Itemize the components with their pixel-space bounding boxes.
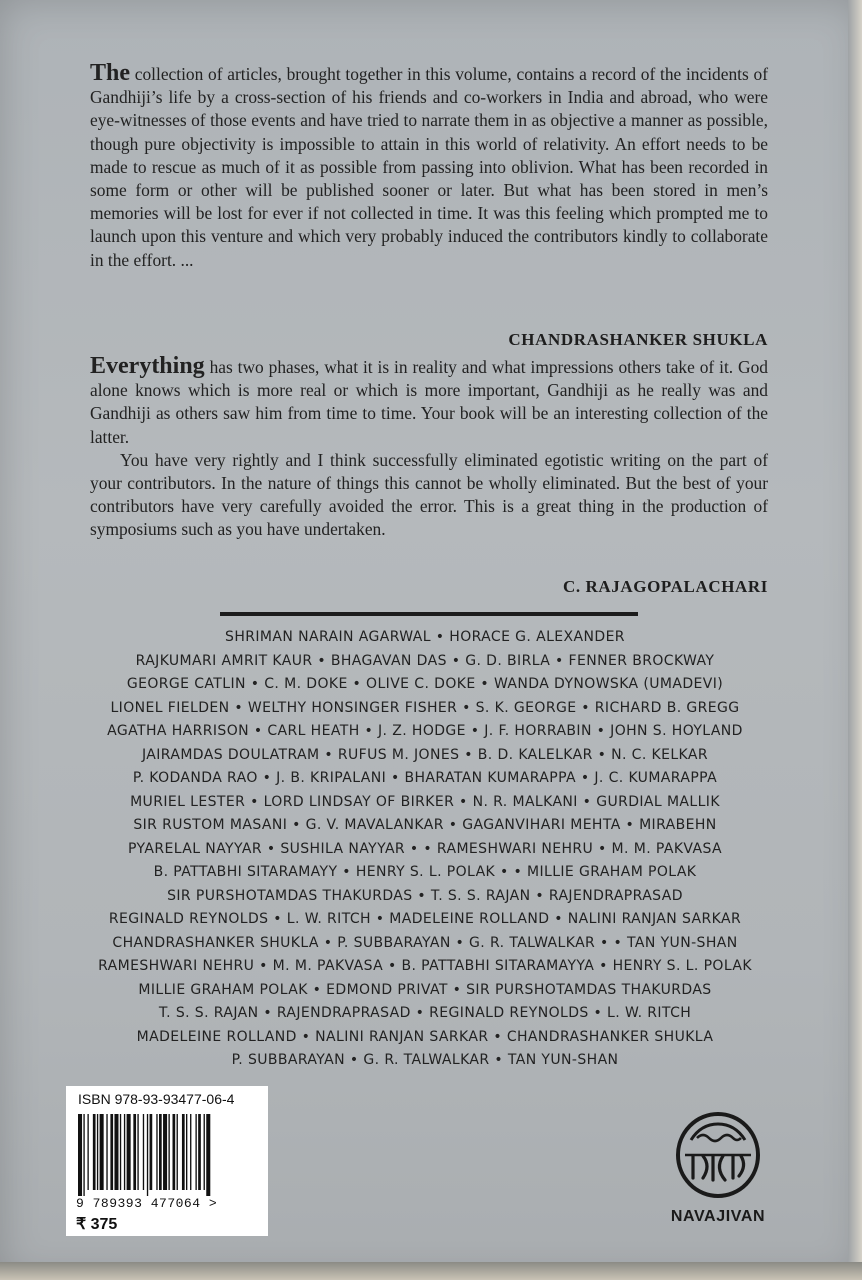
signature-shukla: CHANDRASHANKER SHUKLA (508, 330, 768, 349)
contributors-line: SIR PURSHOTAMDAS THAKURDAS • T. S. S. RAJAN • RAJENDRAPRASAD (167, 887, 683, 904)
contributors-line: AGATHA HARRISON • CARL HEATH • J. Z. HODGE • J. F. HORRABIN • JOHN S. HOYLAND (107, 723, 743, 739)
contributors-line: SIR RUSTOM MASANI • G. V. MAVALANKAR • GAGANVIHARI MEHTA • MIRABEHN (133, 817, 717, 833)
blurb-rajagopalachari (90, 355, 768, 542)
blurb-text: has two phases, what it is in reality and what impressions others take of it. God alone knows which is more real or which is more important, Gandhiji as he really was and Gandhiji as others saw him from time to time. Your book will be an interesting collection of the latter. (90, 357, 768, 447)
blurb-shukla (90, 62, 768, 272)
contributors-line: T. S. S. RAJAN • RAJENDRAPRASAD • REGINALD REYNOLDS • L. W. RITCH (158, 1005, 692, 1021)
price: ₹ 375 (76, 1216, 118, 1233)
contributors-line: PYARELAL NAYYAR • SUSHILA NAYYAR • • RAMESHWARI NEHRU • M. M. PAKVASA (128, 840, 722, 857)
contributors-line: MADELEINE ROLLAND • NALINI RANJAN SARKAR • CHANDRASHANKER SHUKLA (136, 1028, 714, 1045)
blurb-text: collection of articles, brought together in this volume, contains a record of the incidents of Gandhiji’s life by a cross-section of his friends and co-workers in India and abroad, who were eye-witnesses of those events and have tried to narrate them in as objective a manner as possible, though pure objectivity is impossible to attain in this world of relativity. An effort needs to be made to rescue as much of it as possible from passing into oblivion. What has been recorded in some form or other will be published sooner or later. But what has been stored in men’s memories will be lost for ever if not collected in time. It was this feeling which prompted me to launch upon this venture and which very probably induced the contributors kindly to collaborate in the effort. ... (90, 64, 768, 270)
isbn-label: ISBN 978-93-93477-06-4 (78, 1091, 235, 1107)
contributors-list (60, 626, 790, 1073)
publisher-name: NAVAJIVAN (670, 1208, 766, 1225)
contributors-line: JAIRAMDAS DOULATRAM • RUFUS M. JONES • B. D. KALELKAR • N. C. KELKAR (142, 746, 708, 763)
signature-rajagopalachari: C. RAJAGOPALACHARI (562, 577, 768, 596)
contributors-line: CHANDRASHANKER SHUKLA • P. SUBBARAYAN • G. R. TALWALKAR • • TAN YUN-SHAN (112, 934, 738, 951)
contributors-line: SHRIMAN NARAIN AGARWAL • HORACE G. ALEXANDER (225, 629, 625, 645)
contributors-line: B. PATTABHI SITARAMAYY • HENRY S. L. POLAK • • MILLIE GRAHAM POLAK (153, 864, 697, 880)
contributors-line: RAJKUMARI AMRIT KAUR • BHAGAVAN DAS • G. D. BIRLA • FENNER BROCKWAY (135, 652, 715, 669)
contributors-line: P. SUBBARAYAN • G. R. TALWALKAR • TAN YUN-SHAN (231, 1052, 619, 1068)
background-surface (0, 1262, 862, 1280)
contributors-line: REGINALD REYNOLDS • L. W. RITCH • MADELEINE ROLLAND • NALINI RANJAN SARKAR (108, 911, 742, 927)
contributors-line: RAMESHWARI NEHRU • M. M. PAKVASA • B. PATTABHI SITARAMAYYA • HENRY S. L. POLAK (98, 958, 752, 974)
contributors-line: LIONEL FIELDEN • WELTHY HONSINGER FISHER • S. K. GEORGE • RICHARD B. GREGG (110, 699, 740, 716)
navajivan-logo-icon (675, 1110, 761, 1200)
blurb-text: You have very rightly and I think successfully eliminated egotistic writing on the part of your contributors. In the nature of things this cannot be wholly eliminated. But the best of your contributors have very carefully avoided the error. This is a great thing in the production of symposiums such as you have undertaken. (90, 449, 768, 540)
blurb-lead-word: The (90, 60, 131, 86)
barcode-icon (74, 1114, 260, 1196)
contributors-line: GEORGE CATLIN • C. M. DOKE • OLIVE C. DOKE • WANDA DYNOWSKA (UMADEVI) (126, 676, 724, 692)
contributors-line: MILLIE GRAHAM POLAK • EDMOND PRIVAT • SIR PURSHOTAMDAS THAKURDAS (138, 981, 712, 998)
contributors-line: MURIEL LESTER • LORD LINDSAY OF BIRKER • N. R. MALKANI • GURDIAL MALLIK (130, 793, 720, 810)
barcode-digits: 9 789393 477064 > (76, 1196, 218, 1211)
blurb-lead-word: Everything (90, 353, 205, 379)
divider-rule (220, 612, 638, 616)
cover-edge (848, 0, 862, 1280)
contributors-line: P. KODANDA RAO • J. B. KRIPALANI • BHARATAN KUMARAPPA • J. C. KUMARAPPA (132, 770, 718, 786)
